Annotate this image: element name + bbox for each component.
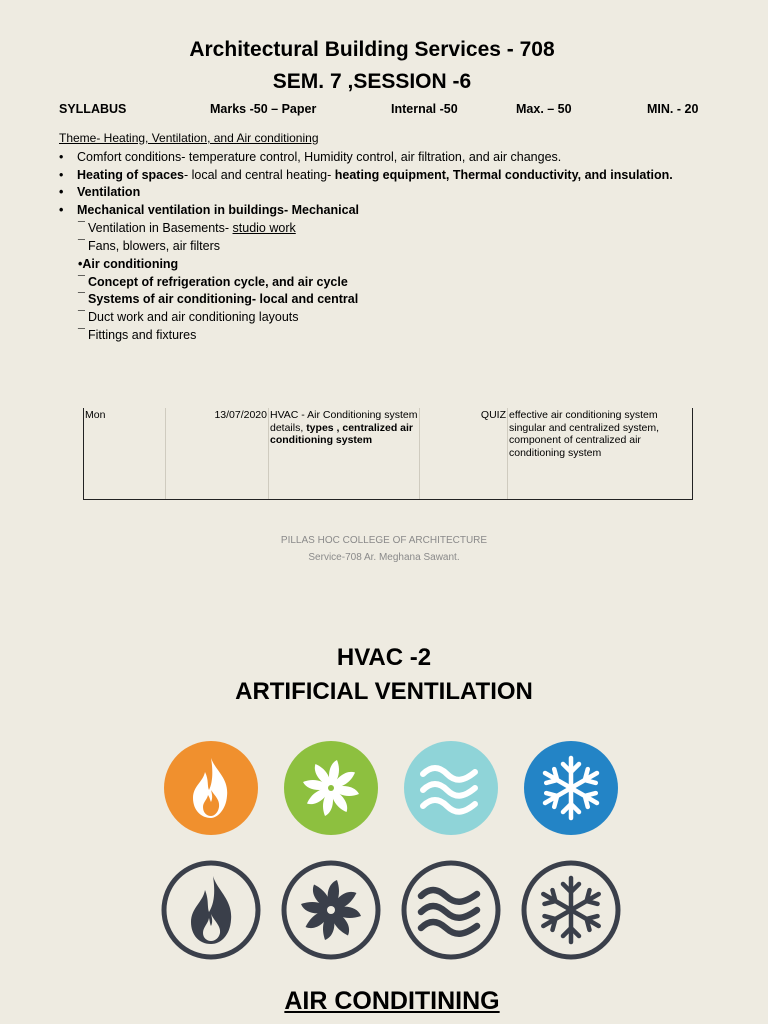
document-title: Architectural Building Services - 708	[189, 38, 555, 61]
date-cell: 13/07/2020	[166, 408, 269, 500]
syllabus-theme: Theme- Heating, Ventilation, and Air conditioning	[59, 131, 319, 145]
college-name: PILLAS HOC COLLEGE OF ARCHITECTURE	[280, 535, 488, 546]
syllabus-bullet: • Mechanical ventilation in buildings- Mechanical	[77, 203, 359, 217]
table-row	[84, 408, 693, 500]
max-label: Max. – 50	[516, 102, 572, 116]
snowflake-icon	[521, 860, 621, 960]
fan-icon	[283, 740, 379, 836]
syllabus-subitem: ¯ Ventilation in Basements- studio work	[88, 221, 296, 235]
topic-cell: HVAC - Air Conditioning system details, types , centralized air conditioning system	[269, 408, 420, 500]
fan-icon	[281, 860, 381, 960]
min-label: MIN. - 20	[647, 102, 699, 116]
slide-title: HVAC -2	[336, 644, 432, 671]
day-cell: Mon	[84, 408, 166, 500]
marks-label: Marks -50 – Paper	[210, 102, 317, 116]
flame-icon	[161, 860, 261, 960]
session-title: SEM. 7 ,SESSION -6	[272, 70, 472, 93]
syllabus-bullet: • Heating of spaces- local and central heating- heating equipment, Thermal conductivity, and insulation.	[77, 168, 673, 182]
air-waves-icon	[403, 740, 499, 836]
syllabus-bullet: • Ventilation	[77, 185, 140, 199]
notes-cell: effective air conditioning system singular and centralized system, component of centralized air conditioning system	[508, 408, 693, 500]
syllabus-bullet: • Comfort conditions- temperature control, Humidity control, air filtration, and air changes.	[77, 150, 561, 164]
flame-icon	[163, 740, 259, 836]
syllabus-subitem: •Air conditioning	[78, 257, 179, 271]
internal-label: Internal -50	[391, 102, 458, 116]
slide-subtitle: ARTIFICIAL VENTILATION	[235, 678, 533, 705]
assessment-cell: QUIZ	[420, 408, 508, 500]
syllabus-label: SYLLABUS	[59, 102, 127, 116]
syllabus-subitem: ¯ Systems of air conditioning- local and central	[88, 292, 358, 306]
schedule-table	[83, 408, 693, 500]
air-waves-icon	[401, 860, 501, 960]
syllabus-subitem: ¯ Fittings and fixtures	[88, 328, 196, 342]
syllabus-subitem: ¯ Duct work and air conditioning layouts	[88, 310, 299, 324]
course-credit: Service-708 Ar. Meghana Sawant.	[308, 552, 460, 563]
syllabus-subitem: ¯ Fans, blowers, air filters	[88, 239, 220, 253]
syllabus-subitem: ¯ Concept of refrigeration cycle, and air cycle	[88, 275, 348, 289]
snowflake-icon	[523, 740, 619, 836]
section-heading: AIR CONDITINING	[284, 987, 500, 1015]
